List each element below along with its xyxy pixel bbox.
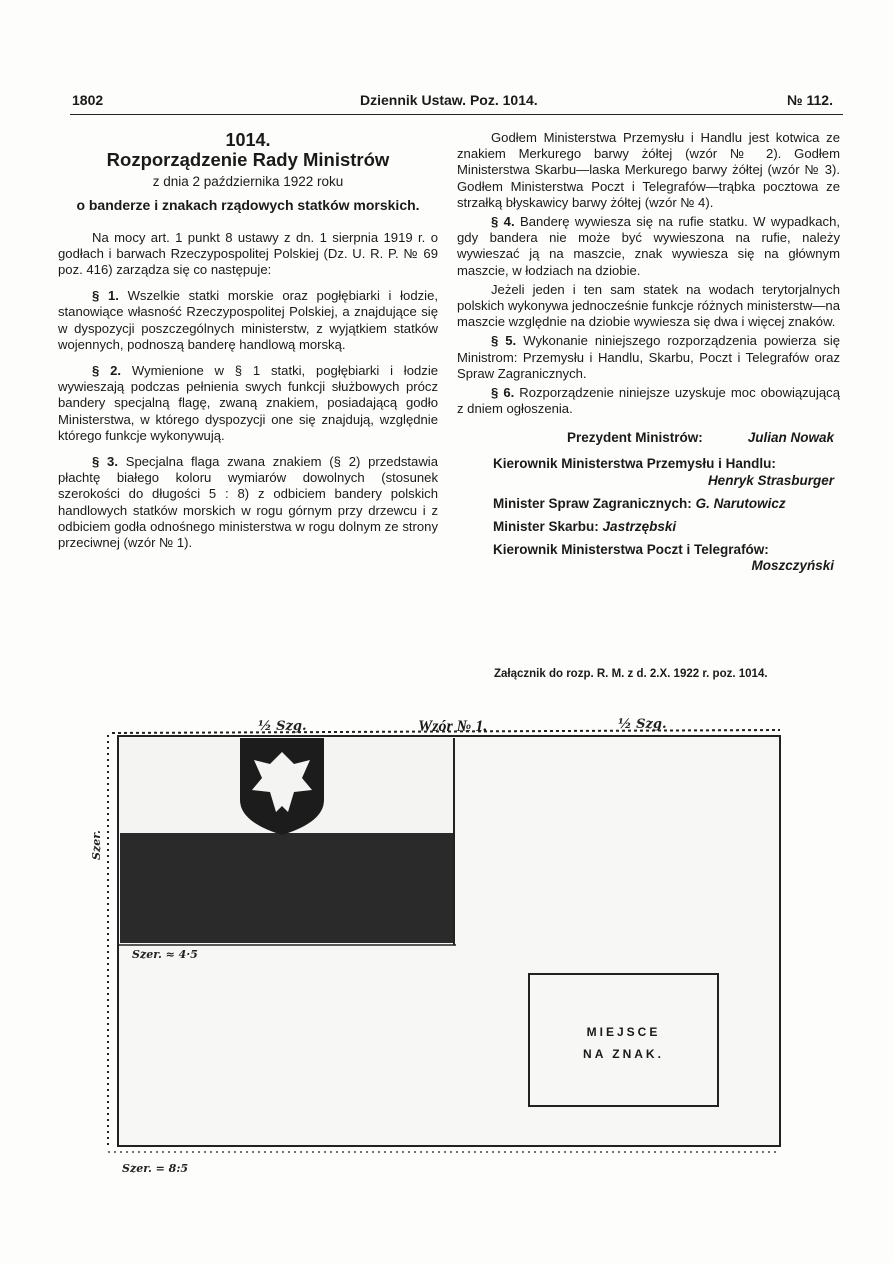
signature-name: Jastrzębski: [602, 519, 677, 535]
section-4-continued: Jeżeli jeden i ten sam statek na wodach terytorjalnych polskich wykonywa jednocześnie funkcje różnych ministerstw—na maszcie względnie na dziobie wywiesza się dwa i więcej znaków.: [457, 281, 840, 330]
section-5-text: Wykonanie niniejszego rozporządzenia powierza się Ministrom: Przemysłu i Handlu, Skarbu, Poczt i Telegrafów oraz Spraw Zagranicznych.: [457, 333, 841, 381]
signature-name: Moszczyński: [751, 558, 834, 574]
annex-note: Załącznik do rozp. R. M. z d. 2.X. 1922 r. poz. 1014.: [494, 668, 768, 680]
section-5-mark: § 5.: [491, 333, 517, 349]
section-1-mark: § 1.: [92, 288, 119, 304]
signature-label: Prezydent Ministrów:: [567, 430, 703, 446]
section-1-text: Wszelkie statki morskie oraz pogłębiarki i łodzie, stanowiące własność Rzeczypospolitej Polskiej, a znajdujące się w dyspozycji poszczególnych ministerstw, z wyjątkiem statków wojennych, podnoszą banderę handlową morską.: [58, 288, 438, 352]
model-title: Wzór № 1.: [418, 718, 488, 735]
regulation-title: Rozporządzenie Rady Ministrów: [106, 149, 390, 171]
section-6-text: Rozporządzenie niniejsze uzyskuje moc obowiązującą z dniem ogłoszenia.: [457, 385, 840, 417]
regulation-date: z dnia 2 października 1922 roku: [152, 174, 344, 190]
top-half-label-right: ½ Szg.: [618, 717, 667, 732]
left-width-label: Szer.: [90, 830, 103, 860]
signature-label: Minister Skarbu:: [493, 519, 599, 535]
signature-name: Julian Nowak: [747, 430, 834, 446]
page-number: 1802: [72, 92, 104, 108]
section-3-text: Specjalna flaga zwana znakiem (§ 2) przedstawia płachtę białego koloru wymiarów dowolnych (stosunek szerokości do długości 5 : 8) z odbiciem bandery polskich handlowych statków morskich w rogu górnym przy drzewcu i z odbiciem godła odnośnego ministerstwa w rogu dolnym ze strony przeciwnej (wzór № 1).: [58, 454, 438, 551]
emblems-paragraph: Godłem Ministerstwa Przemysłu i Handlu jest kotwica ze znakiem Merkurego barwy żółtej (wzór № 2). Godłem Ministerstwa Skarbu—laska Merkurego barwy żółtej (wzór № 3). Godłem Ministerstwa Poczt i Telegrafów—trąbka pocztowa ze strzałką błyskawicy barwy żółtej (wzór № 4).: [457, 130, 840, 210]
section-2-text: Wymienione w § 1 statki, pogłębiarki i łodzie wywieszają podczas pełnienia swych funkcji służbowych prócz bandery specjalną flagę, zwaną znakiem, posiadającą godło Ministerstwa, w którego dyspozycji one się znajdują, względnie którego funkcje wykonywują.: [58, 363, 439, 443]
signature-label: Kierownik Ministerstwa Przemysłu i Handlu:: [493, 456, 776, 472]
emblem-placeholder-box: [528, 973, 719, 1107]
section-4-text: Banderę wywiesza się na rufie statku. W wypadkach, gdy bandera nie może być wywieszona na rufie, należy wywieszać ją na maszcie, znak wywiesza się na głównym maszcie, w łodziach na dziobie.: [457, 214, 841, 278]
issue-number: № 112.: [787, 92, 833, 108]
canton-red: [120, 833, 454, 943]
section-6-mark: § 6.: [491, 385, 515, 401]
journal-title: Dziennik Ustaw. Poz. 1014.: [360, 92, 538, 108]
section-2-mark: § 2.: [92, 363, 122, 379]
top-half-label: ½ Szg.: [258, 719, 307, 734]
signature-label: Kierownik Ministerstwa Poczt i Telegrafów:: [493, 542, 769, 558]
inner-width-label: Szer. ≈ 4·5: [132, 948, 198, 961]
bottom-width-label: Szer. = 8:5: [122, 1162, 189, 1175]
signature-name: G. Narutowicz: [695, 495, 786, 511]
intro-paragraph: Na mocy art. 1 punkt 8 ustawy z dn. 1 sierpnia 1919 r. o godłach i barwach Rzeczypospolitej Polskiej (Dz. U. R. P. № 69 poz. 416) zarządza się co następuje:: [58, 229, 438, 278]
section-3-mark: § 3.: [92, 454, 118, 470]
signature-label: Minister Spraw Zagranicznych:: [493, 495, 692, 511]
section-4-mark: § 4.: [491, 214, 515, 230]
coat-of-arms-icon: [240, 738, 324, 835]
signature-name: Henryk Strasburger: [707, 472, 834, 488]
regulation-number: 1014.: [225, 130, 271, 150]
placeholder-line-1: MIEJSCE: [586, 1025, 661, 1039]
top-dimension-line: [112, 730, 780, 733]
regulation-subtitle: o banderze i znakach rządowych statków morskich.: [76, 196, 420, 213]
placeholder-line-2: NA ZNAK.: [583, 1047, 664, 1061]
